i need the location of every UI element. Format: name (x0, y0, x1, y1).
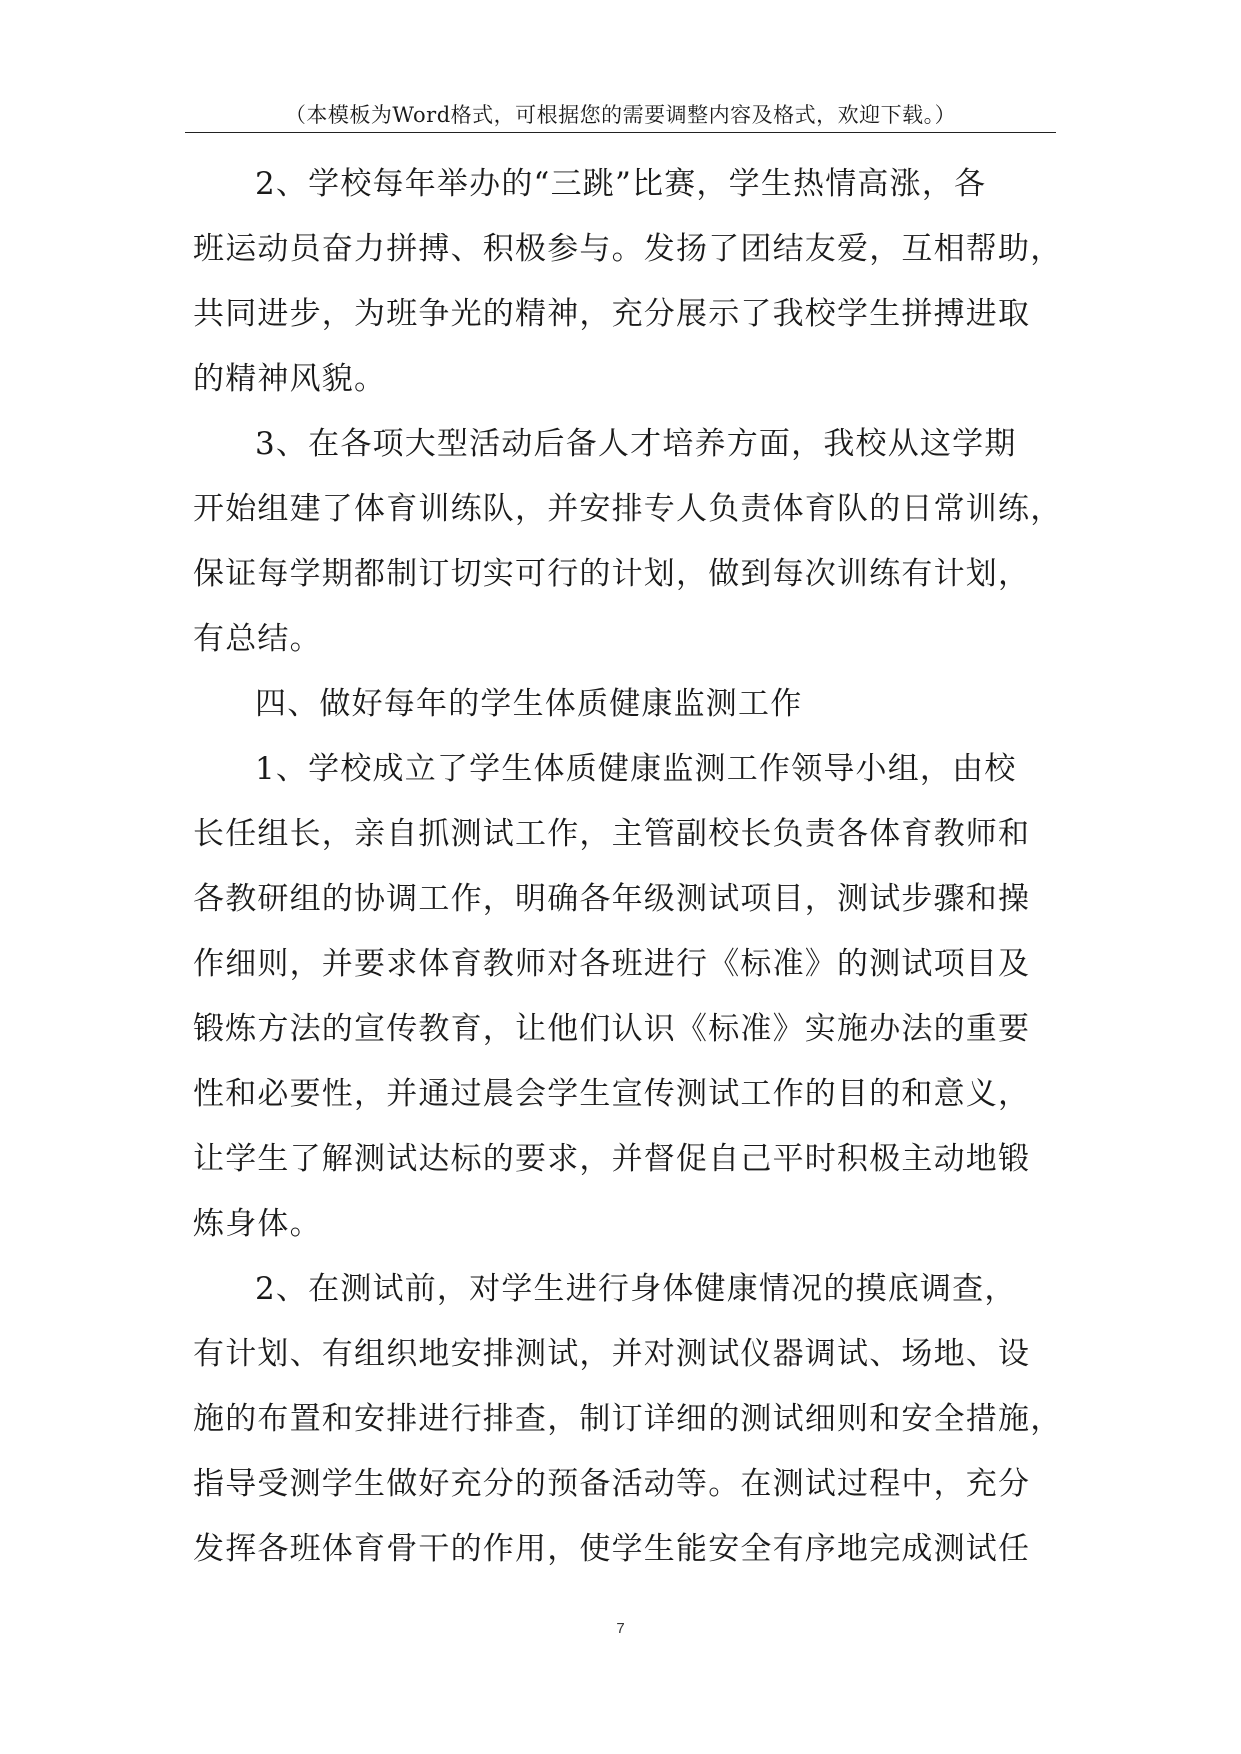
text-line: 作细则，并要求体育教师对各班进行《标准》的测试项目及 (193, 946, 1031, 982)
document-body (193, 152, 1093, 1582)
text-line: 共同进步，为班争光的精神，充分展示了我校学生拼搏进取 (193, 296, 1031, 332)
text-line: 班运动员奋力拼搏、积极参与。发扬了团结友爱，互相帮助， (193, 231, 1063, 267)
text-line: 有总结。 (193, 621, 322, 657)
text-line: 锻炼方法的宣传教育，让他们认识《标准》实施办法的重要 (193, 1011, 1031, 1047)
text-line: 性和必要性，并通过晨会学生宣传测试工作的目的和意义， (193, 1076, 1031, 1112)
text-line: 炼身体。 (193, 1206, 322, 1242)
text-line: 施的布置和安排进行排查，制订详细的测试细则和安全措施， (193, 1401, 1063, 1437)
text-line: 2、学校每年举办的“三跳”比赛，学生热情高涨，各 (255, 166, 987, 202)
text-line: 四、做好每年的学生体质健康监测工作 (255, 686, 803, 722)
text-line: 指导受测学生做好充分的预备活动等。在测试过程中，充分 (193, 1466, 1031, 1502)
text-line: 1、学校成立了学生体质健康监测工作领导小组，由校 (255, 751, 1017, 787)
text-line: 发挥各班体育骨干的作用，使学生能安全有序地完成测试任 (193, 1531, 1031, 1567)
text-line: 2、在测试前，对学生进行身体健康情况的摸底调查， (255, 1271, 1017, 1307)
page-number: 7 (616, 1620, 625, 1637)
text-line: 有计划、有组织地安排测试，并对测试仪器调试、场地、设 (193, 1336, 1031, 1372)
text-line: 开始组建了体育训练队，并安排专人负责体育队的日常训练， (193, 491, 1063, 527)
template-note-header: （本模板为Word格式，可根据您的需要调整内容及格式，欢迎下载。） (284, 103, 957, 127)
text-line: 3、在各项大型活动后备人才培养方面，我校从这学期 (255, 426, 1017, 462)
text-line: 长任组长，亲自抓测试工作，主管副校长负责各体育教师和 (193, 816, 1031, 852)
text-line: 让学生了解测试达标的要求，并督促自己平时积极主动地锻 (193, 1141, 1031, 1177)
text-line: 保证每学期都制订切实可行的计划，做到每次训练有计划， (193, 556, 1031, 592)
text-line: 各教研组的协调工作，明确各年级测试项目，测试步骤和操 (193, 881, 1031, 917)
header-divider (185, 132, 1056, 133)
text-line: 的精神风貌。 (193, 361, 387, 397)
